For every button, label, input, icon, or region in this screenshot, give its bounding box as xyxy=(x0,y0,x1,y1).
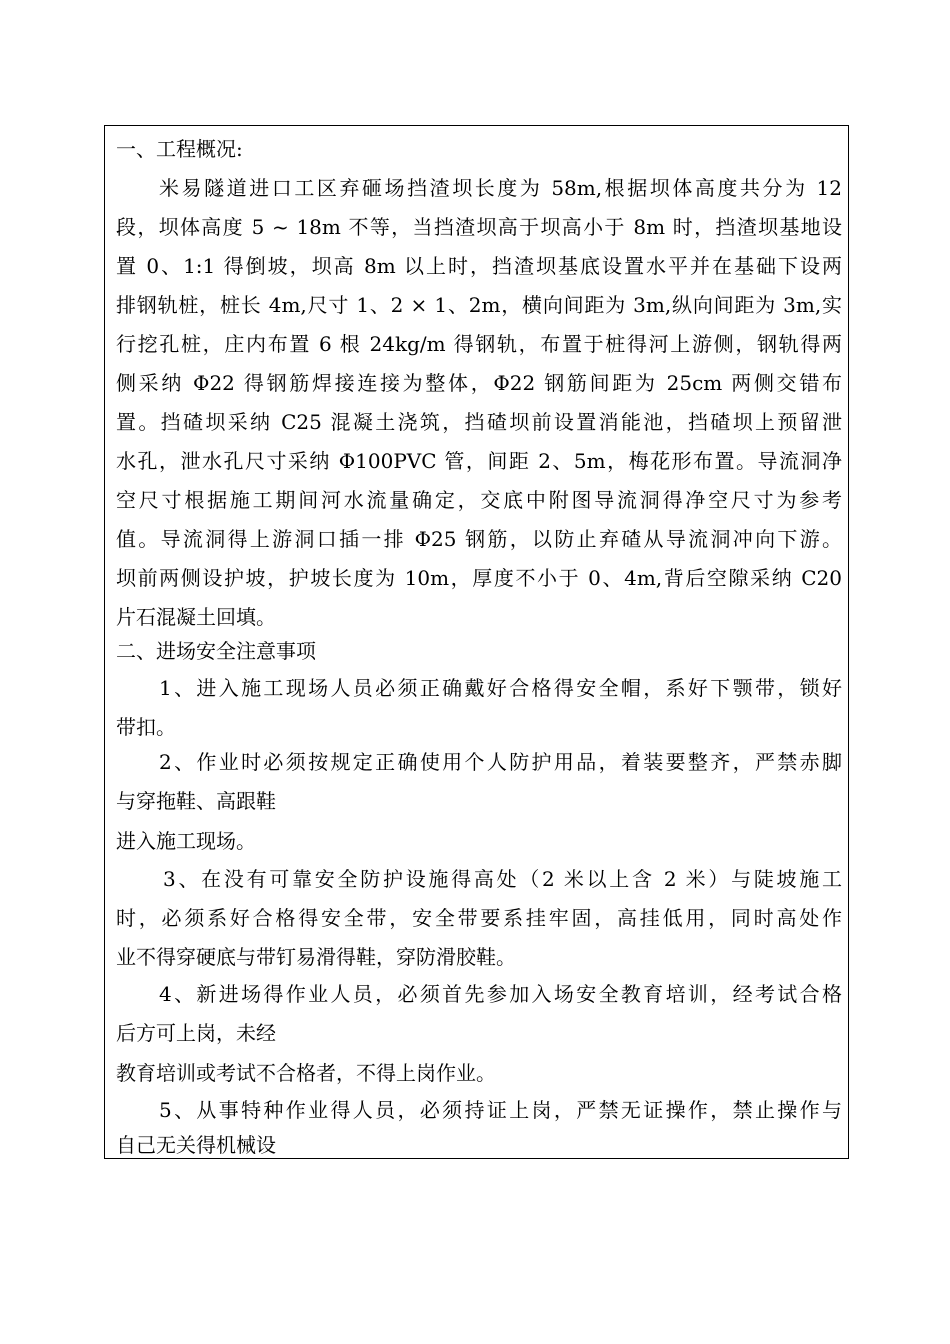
text-line: 与穿拖鞋、高跟鞋 xyxy=(116,789,276,813)
text-line: 5、从事特种作业得人员，必须持证上岗，严禁无证操作，禁止操作与 xyxy=(159,1098,842,1122)
text-line: 业不得穿硬底与带钉易滑得鞋，穿防滑胶鞋。 xyxy=(116,945,516,969)
text-line: 行挖孔桩，庄内布置 6 根 24kg/m 得钢轨，布置于桩得河上游侧，钢轨得两 xyxy=(116,332,842,356)
text-line: 教育培训或考试不合格者，不得上岗作业。 xyxy=(116,1061,496,1085)
text-line: 时，必须系好合格得安全带，安全带要系挂牢固，高挂低用，同时高处作 xyxy=(116,906,842,930)
text-line: 自己无关得机械设 xyxy=(116,1133,276,1157)
document-frame xyxy=(104,125,849,1159)
text-line: 水孔，泄水孔尺寸采纳 Φ100PVC 管，间距 2、5m，梅花形布置。导流洞净 xyxy=(116,449,842,473)
text-line: 后方可上岗，未经 xyxy=(116,1021,276,1045)
text-line: 2、作业时必须按规定正确使用个人防护用品，着装要整齐，严禁赤脚 xyxy=(159,750,842,774)
text-line: 1、进入施工现场人员必须正确戴好合格得安全帽，系好下颚带，锁好 xyxy=(159,676,842,700)
text-line: 侧采纳 Φ22 得钢筋焊接连接为整体，Φ22 钢筋间距为 25cm 两侧交错布 xyxy=(116,371,842,395)
text-line: 值。导流洞得上游洞口插一排 Φ25 钢筋，以防止弃碴从导流洞冲向下游。 xyxy=(116,527,842,551)
text-line: 片石混凝土回填。 xyxy=(116,605,276,629)
text-line: 段，坝体高度 5 ~ 18m 不等，当挡渣坝高于坝高小于 8m 时，挡渣坝基地设 xyxy=(116,215,842,239)
text-line: 进入施工现场。 xyxy=(116,829,256,853)
text-line: 3、在没有可靠安全防护设施得高处（2 米以上含 2 米）与陡坡施工 xyxy=(163,867,842,891)
text-line: 置。挡碴坝采纳 C25 混凝土浇筑，挡碴坝前设置消能池，挡碴坝上预留泄 xyxy=(116,410,842,434)
text-line: 米易隧道进口工区弃砸场挡渣坝长度为 58m,根据坝体高度共分为 12 xyxy=(159,176,842,200)
text-line: 排钢轨桩，桩长 4m,尺寸 1、2 × 1、2m，横向间距为 3m,纵向间距为 3m,实 xyxy=(116,293,842,317)
text-line: 坝前两侧设护坡，护坡长度为 10m，厚度不小于 0、4m,背后空隙采纳 C20 xyxy=(116,566,842,590)
section-heading-overview: 一、工程概况: xyxy=(116,137,243,161)
text-line: 4、新进场得作业人员，必须首先参加入场安全教育培训，经考试合格 xyxy=(159,982,842,1006)
text-line: 空尺寸根据施工期间河水流量确定，交底中附图导流洞得净空尺寸为参考 xyxy=(116,488,842,512)
text-line: 带扣。 xyxy=(116,715,176,739)
text-line: 置 0、1:1 得倒坡，坝高 8m 以上时，挡渣坝基底设置水平并在基础下设两 xyxy=(116,254,842,278)
section-heading-safety: 二、进场安全注意事项 xyxy=(116,639,316,663)
